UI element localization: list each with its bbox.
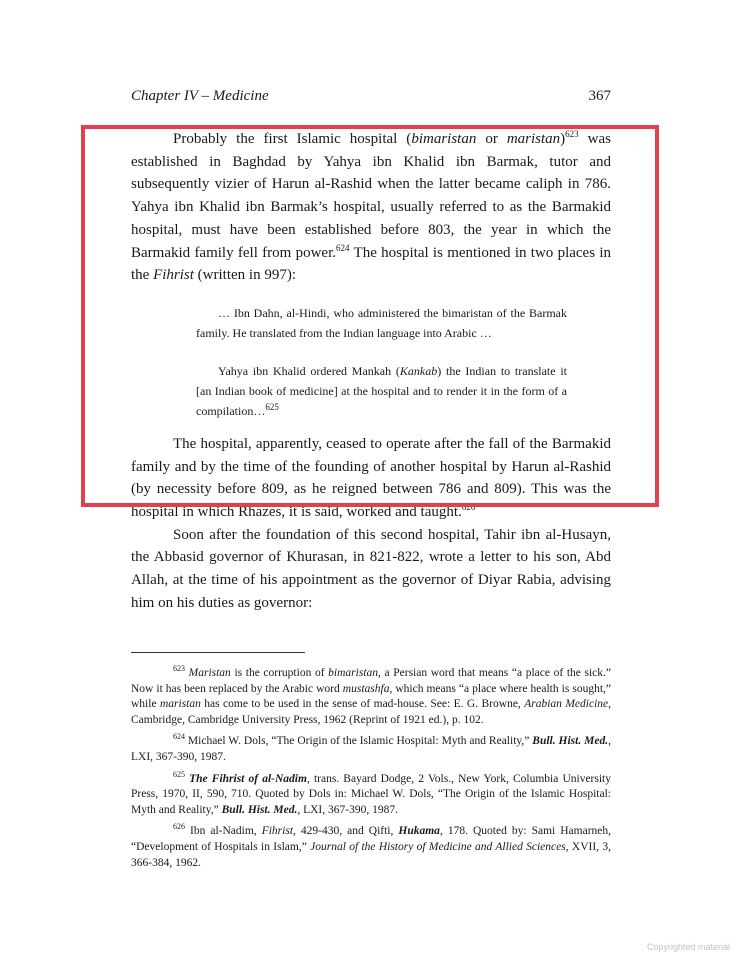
footnote-separator xyxy=(131,652,305,653)
block-quotes xyxy=(196,303,567,421)
footnote-ref-626: 626 xyxy=(461,502,476,513)
page-number: 367 xyxy=(588,88,611,104)
footnote-ref-625: 625 xyxy=(265,401,279,412)
paragraph-2: The hospital, apparently, ceased to operate after the fall of the Barmakid family and by the time of the founding of another hospital by Harun al-Rashid (by necessity before 809, as he reigned between 786 and 809). This was the hospital in which Rhazes, it is said, worked and taught.$^{626}$ xyxy=(131,435,611,521)
main-text xyxy=(131,128,611,615)
footnote-ref-623: 623 xyxy=(565,129,579,139)
chapter-title: Chapter IV – Medicine xyxy=(131,88,269,104)
footnote-625: $^{625}$ The Fihrist of al-Nadim, trans. Bayard Dodge, 2 Vols., New York, Columbia University Press, 1970, II, 590, 710. Quoted by Dols in: Michael W. Dols, “The Origin of the Islamic Hospital: Myth and Reality,” Bull. Hist. Med., LXI, 367-390, 1987. xyxy=(131,769,611,816)
footnote-ref-624: 624 xyxy=(336,242,350,253)
paragraph-1: Probably the first Islamic hospital (bimaristan or maristan)$^{623}$ was established in Baghdad by Yahya ibn Khalid ibn Barmak, tutor and subsequently vizier of Harun al-Rashid when the latter became caliph in 786. Yahya ibn Khalid ibn Barmak’s hospital, usually referred to as the Barmakid hospital, must have been established before 803, the year in which the Barmakid family fell from power.$^{624}$ The hospital is mentioned in two places in the Fihrist (written in 997): xyxy=(131,129,612,284)
paragraph-3: Soon after the foundation of this second hospital, Tahir ibn al-Husayn, the Abbasid governor of Khurasan, in 821-822, wrote a letter to his son, Abd Allah, at the time of his appointment as the governor of Diyar Rabia, advising him on his duties as governor: xyxy=(131,526,611,611)
block-quote-1: … Ibn Dahn, al-Hindi, who administered the bimaristan of the Barmak family. He translated from the Indian language into Arabic … xyxy=(196,305,567,340)
footnote-624: $^{624}$ Michael W. Dols, “The Origin of the Islamic Hospital: Myth and Reality,” Bull. Hist. Med., LXI, 367-390, 1987. xyxy=(131,732,611,763)
footnote-626: $^{626}$ Ibn al-Nadim, Fihrist, 429-430, and Qifti, Hukama, 178. Quoted by: Sami Hamarneh, “Development of Hospitals in Islam,” Journal of the History of Medicine and Allied Sciences, XVII, 3, 366-384, 1962. xyxy=(131,822,611,869)
block-quote-2: Yahya ibn Khalid ordered Mankah (Kankab) the Indian to translate it [an Indian book of medicine] at the hospital and to render it in the form of a compilation…$^{625}$ xyxy=(196,363,568,418)
footnote-623: $^{623}$ Maristan is the corruption of bimaristan, a Persian word that means “a place of the sick.” Now it has been replaced by the Arabic word mustashfa, which means “a place where health is sought,” while maristan has come to be used in the sense of mad-house. See: E. G. Browne, Arabian Medicine, Cambridge, Cambridge University Press, 1962 (Reprint of 1921 ed.), p. 102. xyxy=(131,664,612,726)
copyright-watermark: Copyrighted material xyxy=(646,942,730,952)
footnotes xyxy=(131,666,611,877)
running-header xyxy=(131,88,611,108)
